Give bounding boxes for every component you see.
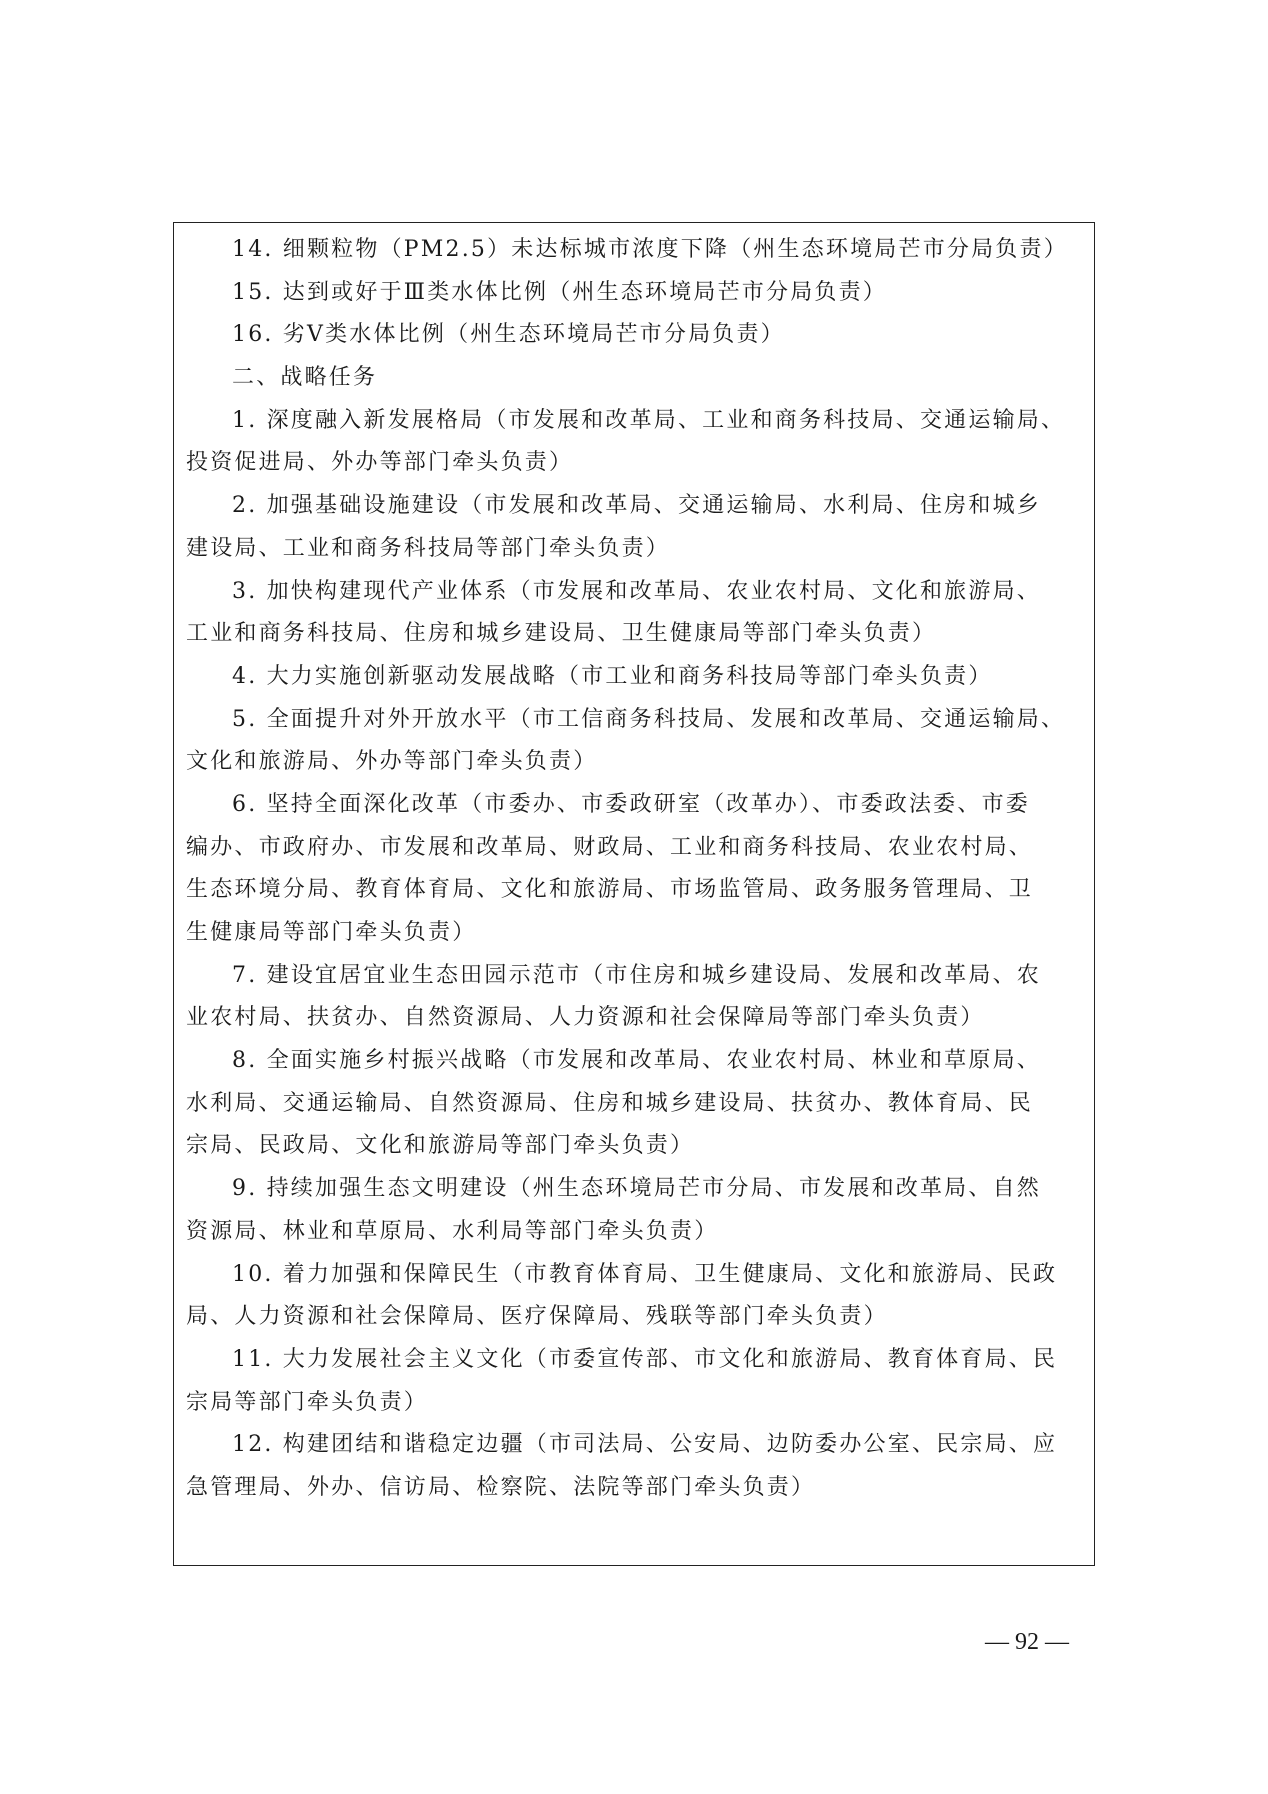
task-line: 3. 加快构建现代产业体系（市发展和改革局、农业农村局、文化和旅游局、 <box>232 578 1041 604</box>
task-line: 宗局等部门牵头负责） <box>186 1389 429 1415</box>
indicator-16: 16. 劣Ⅴ类水体比例（州生态环境局芒市分局负责） <box>232 322 785 348</box>
task-line: 12. 构建团结和谐稳定边疆（市司法局、公安局、边防委办公室、民宗局、应 <box>232 1432 1058 1458</box>
task-line: 编办、市政府办、市发展和改革局、财政局、工业和商务科技局、农业农村局、 <box>186 834 1034 860</box>
task-item-2 <box>186 485 1082 570</box>
task-item-5 <box>186 699 1082 784</box>
task-line: 生态环境分局、教育体育局、文化和旅游局、市场监管局、政务服务管理局、卫 <box>186 877 1034 903</box>
task-line: 工业和商务科技局、住房和城乡建设局、卫生健康局等部门牵头负责） <box>186 621 937 647</box>
page-number: — 92 — <box>985 1629 1069 1655</box>
task-item-11 <box>186 1339 1082 1424</box>
task-line: 资源局、林业和草原局、水利局等部门牵头负责） <box>186 1218 719 1244</box>
task-line: 6. 坚持全面深化改革（市委办、市委政研室（改革办）、市委政法委、市委 <box>232 791 1030 817</box>
task-item-4 <box>186 656 1082 699</box>
indicator-15: 15. 达到或好于Ⅲ类水体比例（州生态环境局芒市分局负责） <box>232 279 887 305</box>
task-item-12 <box>186 1424 1082 1509</box>
task-item-1 <box>186 400 1082 485</box>
indicator-14: 14. 细颗粒物（PM2.5）未达标城市浓度下降（州生态环境局芒市分局负责） <box>232 237 1068 262</box>
task-line: 8. 全面实施乡村振兴战略（市发展和改革局、农业农村局、林业和草原局、 <box>232 1048 1041 1074</box>
content-body <box>186 229 1082 1510</box>
task-item-9 <box>186 1168 1082 1253</box>
task-line: 文化和旅游局、外办等部门牵头负责） <box>186 749 598 775</box>
task-line: 急管理局、外办、信访局、检察院、法院等部门牵头负责） <box>186 1474 816 1500</box>
task-line: 业农村局、扶贫办、自然资源局、人力资源和社会保障局等部门牵头负责） <box>186 1005 985 1031</box>
section-heading: 二、战略任务 <box>232 365 378 391</box>
task-line: 生健康局等部门牵头负责） <box>186 920 477 945</box>
content-frame <box>173 222 1095 1566</box>
task-line: 投资促进局、外办等部门牵头负责） <box>186 450 574 476</box>
task-line: 2. 加强基础设施建设（市发展和改革局、交通运输局、水利局、住房和城乡 <box>232 493 1041 519</box>
task-item-6 <box>186 784 1082 955</box>
task-line: 11. 大力发展社会主义文化（市委宣传部、市文化和旅游局、教育体育局、民 <box>232 1346 1058 1372</box>
task-line: 1. 深度融入新发展格局（市发展和改革局、工业和商务科技局、交通运输局、 <box>232 407 1066 433</box>
task-line: 水利局、交通运输局、自然资源局、住房和城乡建设局、扶贫办、教体育局、民 <box>186 1090 1034 1116</box>
task-item-8 <box>186 1040 1082 1168</box>
task-line: 局、人力资源和社会保障局、医疗保障局、残联等部门牵头负责） <box>186 1304 888 1330</box>
task-line: 宗局、民政局、文化和旅游局等部门牵头负责） <box>186 1133 695 1159</box>
task-item-10 <box>186 1254 1082 1339</box>
task-line: 建设局、工业和商务科技局等部门牵头负责） <box>186 535 671 561</box>
task-line: 9. 持续加强生态文明建设（州生态环境局芒市分局、市发展和改革局、自然 <box>232 1176 1041 1202</box>
task-line: 10. 着力加强和保障民生（市教育体育局、卫生健康局、文化和旅游局、民政 <box>232 1261 1058 1287</box>
task-item-7 <box>186 955 1082 1040</box>
task-line: 7. 建设宜居宜业生态田园示范市（市住房和城乡建设局、发展和改革局、农 <box>232 962 1041 988</box>
task-line: 4. 大力实施创新驱动发展战略（市工业和商务科技局等部门牵头负责） <box>232 663 993 689</box>
task-line: 5. 全面提升对外开放水平（市工信商务科技局、发展和改革局、交通运输局、 <box>232 706 1066 732</box>
task-item-3 <box>186 571 1082 656</box>
